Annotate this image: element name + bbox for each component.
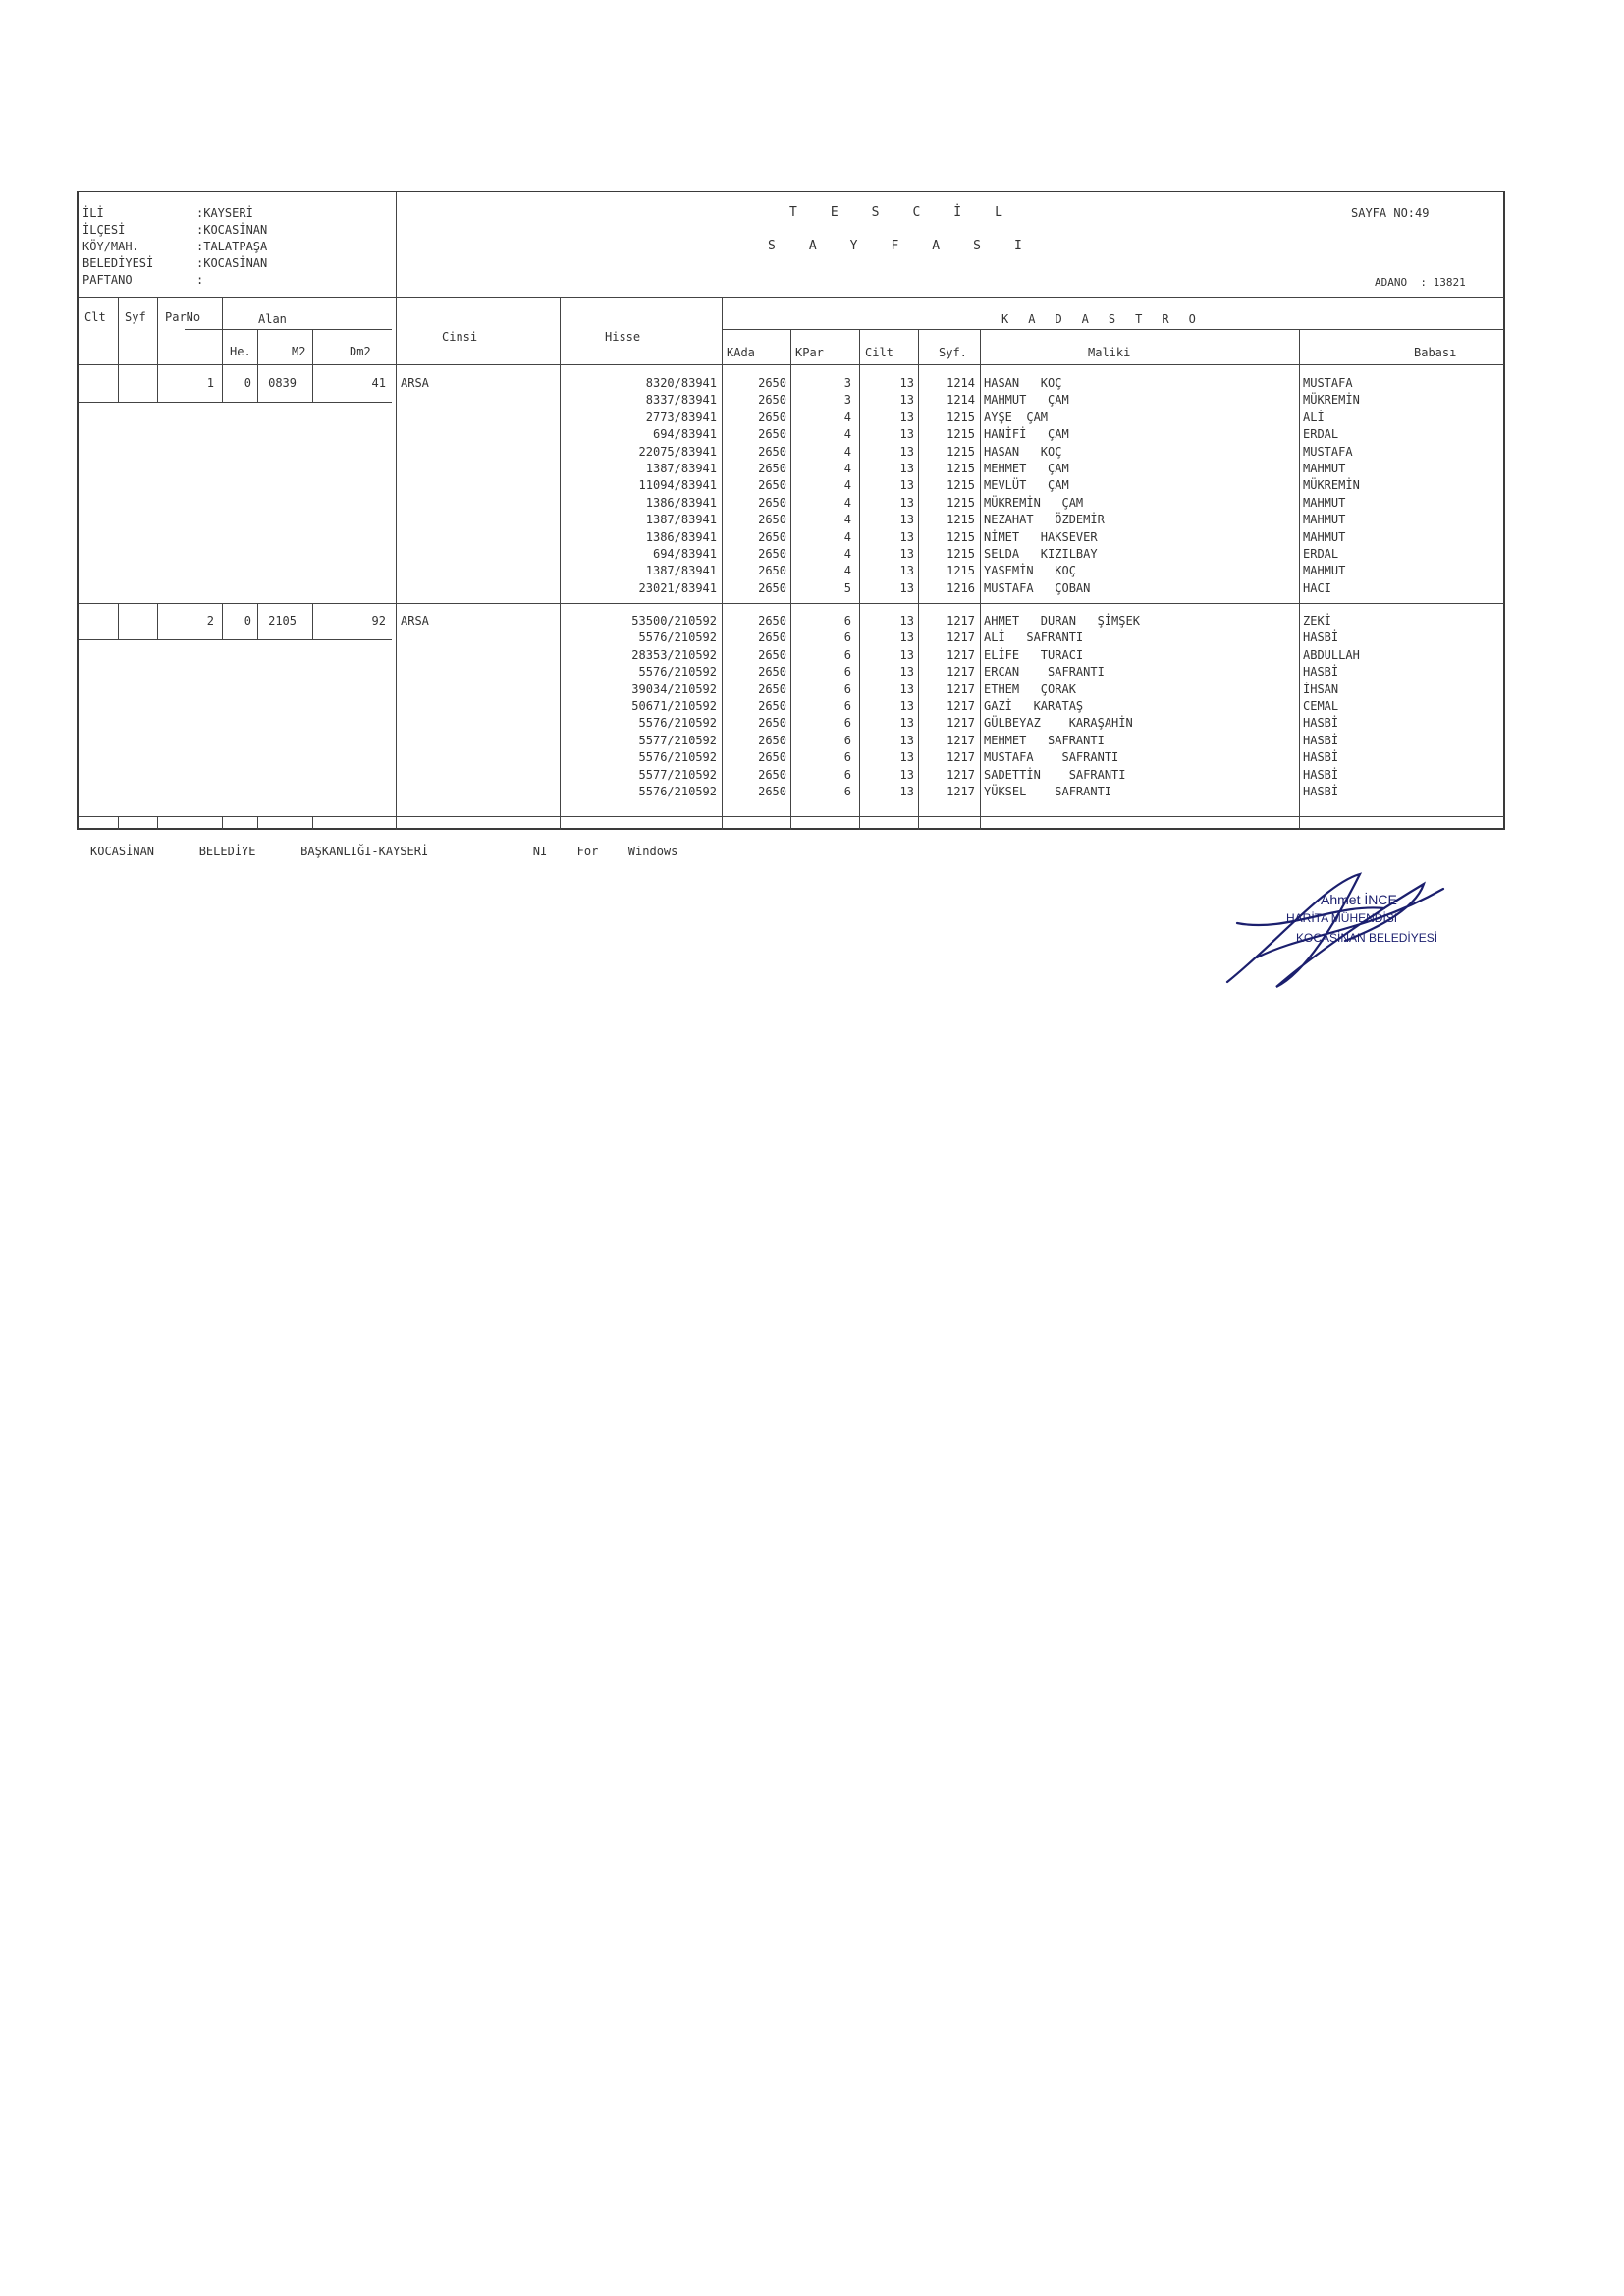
cell-hisse: 5576/210592	[638, 785, 717, 798]
col-alan: Alan	[258, 312, 287, 326]
cell-cilt: 13	[899, 767, 914, 782]
cell-kada: 2650	[758, 630, 786, 645]
cell-syf: 1215	[947, 478, 975, 493]
registry-table	[77, 191, 1505, 830]
cell-kpar: 6	[843, 733, 851, 747]
cell-syf: 1216	[947, 580, 975, 595]
parcel-1-cinsi: ARSA	[401, 376, 429, 390]
parcel-1-parno: 1	[206, 376, 214, 390]
footer-text: KOCASİNAN BELEDİYE BAŞKANLIĞI-KAYSERİ NI For Windows	[90, 845, 678, 858]
cell-maliki: AHMET DURAN ŞİMŞEK	[984, 614, 1140, 628]
cell-babasi: MAHMUT	[1303, 513, 1346, 527]
cell-hisse: 5576/210592	[638, 716, 717, 731]
col-babasi: Babası	[1414, 346, 1457, 359]
cell-babasi: CEMAL	[1303, 699, 1339, 713]
cell-syf: 1217	[947, 785, 975, 798]
cell-maliki: ETHEM ÇORAK	[984, 682, 1076, 696]
divider	[79, 603, 1504, 604]
cell-kpar: 4	[843, 495, 851, 510]
col-parno: ParNo	[165, 310, 201, 324]
cell-cilt: 13	[899, 580, 914, 595]
cell-syf: 1217	[947, 665, 975, 680]
field-value-belediye: :KOCASİNAN	[196, 256, 268, 270]
divider	[257, 816, 258, 830]
cell-syf: 1217	[947, 647, 975, 662]
cell-maliki: MEHMET SAFRANTI	[984, 733, 1105, 747]
cell-hisse: 694/83941	[652, 427, 717, 442]
parcel-2-parno: 2	[206, 614, 214, 628]
col-cinsi: Cinsi	[442, 330, 478, 344]
cell-kpar: 4	[843, 410, 851, 424]
field-label-ilcesi: İLÇESİ	[82, 223, 126, 237]
page-number: SAYFA NO:49	[1351, 206, 1430, 220]
divider	[396, 192, 397, 297]
cell-maliki: HANİFİ ÇAM	[984, 427, 1069, 442]
cell-cilt: 13	[899, 733, 914, 747]
cell-kada: 2650	[758, 478, 786, 493]
cell-kpar: 3	[843, 376, 851, 390]
cell-babasi: HASBİ	[1303, 767, 1339, 782]
col-kadastro: KADASTRO	[1001, 312, 1216, 326]
cell-kada: 2650	[758, 462, 786, 475]
cell-maliki: YASEMİN KOÇ	[984, 564, 1076, 578]
cell-maliki: MUSTAFA ÇOBAN	[984, 580, 1091, 595]
cell-syf: 1217	[947, 630, 975, 645]
cell-syf: 1217	[947, 767, 975, 782]
cell-syf: 1217	[947, 733, 975, 747]
cell-kada: 2650	[758, 547, 786, 561]
cell-syf: 1215	[947, 529, 975, 544]
parcel-2-m2: 2105	[268, 614, 297, 628]
cell-maliki: NEZAHAT ÖZDEMİR	[984, 513, 1105, 527]
cell-hisse: 22075/83941	[638, 444, 717, 459]
cell-kada: 2650	[758, 699, 786, 713]
field-label-belediye: BELEDİYESİ	[82, 256, 154, 270]
cell-babasi: MAHMUT	[1303, 529, 1346, 544]
stamp-title: HARİTA MÜHENDİSİ	[1286, 911, 1398, 925]
cell-maliki: MUSTAFA SAFRANTI	[984, 750, 1119, 765]
field-value-ili: :KAYSERİ	[196, 206, 253, 220]
cell-hisse: 8320/83941	[645, 376, 717, 390]
cell-babasi: HACI	[1303, 580, 1331, 595]
cell-babasi: ABDULLAH	[1303, 647, 1360, 662]
cell-kpar: 4	[843, 478, 851, 493]
cell-maliki: HASAN KOÇ	[984, 444, 1062, 459]
field-label-pafta: PAFTANO	[82, 273, 133, 287]
cell-kada: 2650	[758, 410, 786, 424]
divider	[396, 297, 397, 830]
cell-syf: 1217	[947, 614, 975, 628]
cell-syf: 1215	[947, 564, 975, 578]
cell-kpar: 6	[843, 614, 851, 628]
cell-kpar: 3	[843, 393, 851, 408]
cell-cilt: 13	[899, 376, 914, 390]
cell-cilt: 13	[899, 427, 914, 442]
cell-kpar: 6	[843, 716, 851, 731]
cell-babasi: MAHMUT	[1303, 462, 1346, 475]
cell-maliki: MEHMET ÇAM	[984, 462, 1069, 475]
ada-number: ADANO : 13821	[1375, 276, 1466, 289]
cell-maliki: ELİFE TURACI	[984, 647, 1084, 662]
cell-cilt: 13	[899, 547, 914, 561]
cell-kada: 2650	[758, 564, 786, 578]
cell-hisse: 1387/83941	[645, 564, 717, 578]
field-label-ili: İLİ	[82, 206, 104, 220]
cell-hisse: 11094/83941	[638, 478, 717, 493]
cell-kada: 2650	[758, 733, 786, 747]
cell-kpar: 6	[843, 699, 851, 713]
cell-babasi: MAHMUT	[1303, 564, 1346, 578]
cell-maliki: MÜKREMİN ÇAM	[984, 495, 1084, 510]
cell-maliki: ALİ SAFRANTI	[984, 630, 1084, 645]
cell-kpar: 4	[843, 529, 851, 544]
cell-kada: 2650	[758, 529, 786, 544]
cell-kpar: 6	[843, 630, 851, 645]
cell-hisse: 28353/210592	[631, 647, 717, 662]
cell-babasi: MUSTAFA	[1303, 376, 1353, 390]
cell-hisse: 5576/210592	[638, 665, 717, 680]
cell-syf: 1215	[947, 513, 975, 527]
cell-syf: 1215	[947, 547, 975, 561]
cell-kada: 2650	[758, 427, 786, 442]
parcel-2-cinsi: ARSA	[401, 614, 429, 628]
cell-babasi: MÜKREMİN	[1303, 478, 1360, 493]
cell-kpar: 6	[843, 682, 851, 696]
cell-maliki: HASAN KOÇ	[984, 376, 1062, 390]
cell-maliki: AYŞE ÇAM	[984, 410, 1049, 424]
divider	[312, 816, 313, 830]
cell-syf: 1215	[947, 410, 975, 424]
cell-kpar: 4	[843, 513, 851, 527]
cell-kada: 2650	[758, 647, 786, 662]
cell-syf: 1214	[947, 376, 975, 390]
parcel-1-he: 0	[244, 376, 251, 390]
cell-babasi: HASBİ	[1303, 716, 1339, 731]
cell-cilt: 13	[899, 462, 914, 475]
parcel-1-m2: 0839	[268, 376, 297, 390]
cell-cilt: 13	[899, 529, 914, 544]
cell-cilt: 13	[899, 750, 914, 765]
cell-hisse: 5576/210592	[638, 750, 717, 765]
cell-maliki: GÜLBEYAZ KARAŞAHİN	[984, 716, 1133, 731]
cell-babasi: ERDAL	[1303, 427, 1339, 442]
stamp-org: KOCASİNAN BELEDİYESİ	[1296, 931, 1438, 945]
cell-hisse: 8337/83941	[645, 393, 717, 408]
cell-cilt: 13	[899, 665, 914, 680]
cell-hisse: 1386/83941	[645, 529, 717, 544]
cell-babasi: ALİ	[1303, 410, 1325, 424]
cell-kada: 2650	[758, 444, 786, 459]
cell-hisse: 50671/210592	[631, 699, 717, 713]
cell-syf: 1217	[947, 682, 975, 696]
cell-syf: 1215	[947, 444, 975, 459]
field-value-pafta: :	[196, 273, 204, 287]
cell-babasi: HASBİ	[1303, 733, 1339, 747]
cell-cilt: 13	[899, 682, 914, 696]
cell-hisse: 694/83941	[652, 547, 717, 561]
cell-babasi: HASBİ	[1303, 785, 1339, 798]
cell-kada: 2650	[758, 513, 786, 527]
divider	[722, 329, 1504, 330]
col-k-syf: Syf.	[939, 346, 967, 359]
cell-babasi: MÜKREMİN	[1303, 393, 1360, 408]
cell-kada: 2650	[758, 393, 786, 408]
cell-syf: 1217	[947, 750, 975, 765]
col-kada: KAda	[727, 346, 755, 359]
stamp-name: Ahmet İNCE	[1321, 892, 1397, 907]
cell-hisse: 23021/83941	[638, 580, 717, 595]
cell-cilt: 13	[899, 513, 914, 527]
col-kpar: KPar	[795, 346, 824, 359]
cell-cilt: 13	[899, 564, 914, 578]
cell-cilt: 13	[899, 630, 914, 645]
cell-kpar: 6	[843, 750, 851, 765]
cell-babasi: ERDAL	[1303, 547, 1339, 561]
divider	[157, 816, 158, 830]
col-syf: Syf	[125, 310, 146, 324]
cell-babasi: MAHMUT	[1303, 495, 1346, 510]
cell-maliki: SADETTİN SAFRANTI	[984, 767, 1126, 782]
col-cilt: Clt	[84, 310, 106, 324]
cell-babasi: HASBİ	[1303, 750, 1339, 765]
cell-babasi: HASBİ	[1303, 665, 1339, 680]
divider	[79, 364, 1504, 365]
divider	[185, 329, 392, 330]
cell-kada: 2650	[758, 682, 786, 696]
cell-hisse: 5577/210592	[638, 767, 717, 782]
cell-maliki: SELDA KIZILBAY	[984, 547, 1098, 561]
field-value-ilcesi: :KOCASİNAN	[196, 223, 268, 237]
cell-hisse: 2773/83941	[645, 410, 717, 424]
title-sayfasi: SAYFASI	[768, 239, 1056, 253]
cell-maliki: YÜKSEL SAFRANTI	[984, 785, 1112, 798]
cell-hisse: 5577/210592	[638, 733, 717, 747]
cell-maliki: NİMET HAKSEVER	[984, 529, 1098, 544]
field-value-koy: :TALATPAŞA	[196, 240, 268, 253]
parcel-2-he: 0	[244, 614, 251, 628]
cell-maliki: MEVLÜT ÇAM	[984, 478, 1069, 493]
cell-cilt: 13	[899, 785, 914, 798]
col-dm2: Dm2	[350, 345, 371, 358]
cell-kada: 2650	[758, 376, 786, 390]
cell-maliki: ERCAN SAFRANTI	[984, 665, 1105, 680]
cell-kpar: 6	[843, 785, 851, 798]
cell-syf: 1215	[947, 427, 975, 442]
cell-kpar: 6	[843, 767, 851, 782]
cell-kpar: 4	[843, 444, 851, 459]
cell-kpar: 6	[843, 665, 851, 680]
divider	[1299, 329, 1300, 830]
cell-cilt: 13	[899, 478, 914, 493]
col-he: He.	[230, 345, 251, 358]
signature-stamp	[1218, 864, 1463, 1002]
cell-babasi: İHSAN	[1303, 682, 1339, 696]
cell-babasi: MUSTAFA	[1303, 444, 1353, 459]
cell-kada: 2650	[758, 665, 786, 680]
cell-syf: 1215	[947, 462, 975, 475]
cell-syf: 1217	[947, 699, 975, 713]
cell-kpar: 4	[843, 462, 851, 475]
cell-cilt: 13	[899, 393, 914, 408]
cell-hisse: 1387/83941	[645, 462, 717, 475]
parcel-1-dm2: 41	[371, 376, 386, 390]
divider	[222, 816, 223, 830]
cell-syf: 1215	[947, 495, 975, 510]
col-k-cilt: Cilt	[865, 346, 893, 359]
col-hisse: Hisse	[605, 330, 641, 344]
divider	[118, 603, 119, 639]
cell-kada: 2650	[758, 716, 786, 731]
cell-syf: 1217	[947, 716, 975, 731]
cell-cilt: 13	[899, 614, 914, 628]
divider	[79, 297, 1504, 298]
cell-maliki: MAHMUT ÇAM	[984, 393, 1069, 408]
divider	[980, 329, 981, 830]
cell-kpar: 4	[843, 427, 851, 442]
cell-kpar: 5	[843, 580, 851, 595]
field-label-koy: KÖY/MAH.	[82, 240, 139, 253]
cell-cilt: 13	[899, 699, 914, 713]
col-m2: M2	[292, 345, 306, 358]
divider	[79, 816, 1504, 817]
cell-kada: 2650	[758, 785, 786, 798]
cell-cilt: 13	[899, 444, 914, 459]
cell-cilt: 13	[899, 716, 914, 731]
cell-maliki: GAZİ KARATAŞ	[984, 699, 1084, 713]
cell-hisse: 5576/210592	[638, 630, 717, 645]
cell-kada: 2650	[758, 614, 786, 628]
divider	[118, 297, 119, 402]
cell-kada: 2650	[758, 495, 786, 510]
cell-cilt: 13	[899, 410, 914, 424]
divider	[560, 297, 561, 830]
cell-kpar: 6	[843, 647, 851, 662]
cell-hisse: 53500/210592	[631, 614, 717, 628]
title-tescil: TESCİL	[789, 205, 1036, 220]
cell-syf: 1214	[947, 393, 975, 408]
cell-hisse: 1386/83941	[645, 495, 717, 510]
cell-kada: 2650	[758, 580, 786, 595]
parcel-2-dm2: 92	[371, 614, 386, 628]
cell-kpar: 4	[843, 547, 851, 561]
cell-hisse: 39034/210592	[631, 682, 717, 696]
cell-babasi: HASBİ	[1303, 630, 1339, 645]
cell-cilt: 13	[899, 495, 914, 510]
divider	[79, 639, 392, 640]
cell-hisse: 1387/83941	[645, 513, 717, 527]
cell-kada: 2650	[758, 750, 786, 765]
cell-kada: 2650	[758, 767, 786, 782]
cell-babasi: ZEKİ	[1303, 614, 1331, 628]
cell-kpar: 4	[843, 564, 851, 578]
cell-cilt: 13	[899, 647, 914, 662]
divider	[79, 402, 392, 403]
divider	[118, 816, 119, 830]
col-maliki: Maliki	[1088, 346, 1131, 359]
